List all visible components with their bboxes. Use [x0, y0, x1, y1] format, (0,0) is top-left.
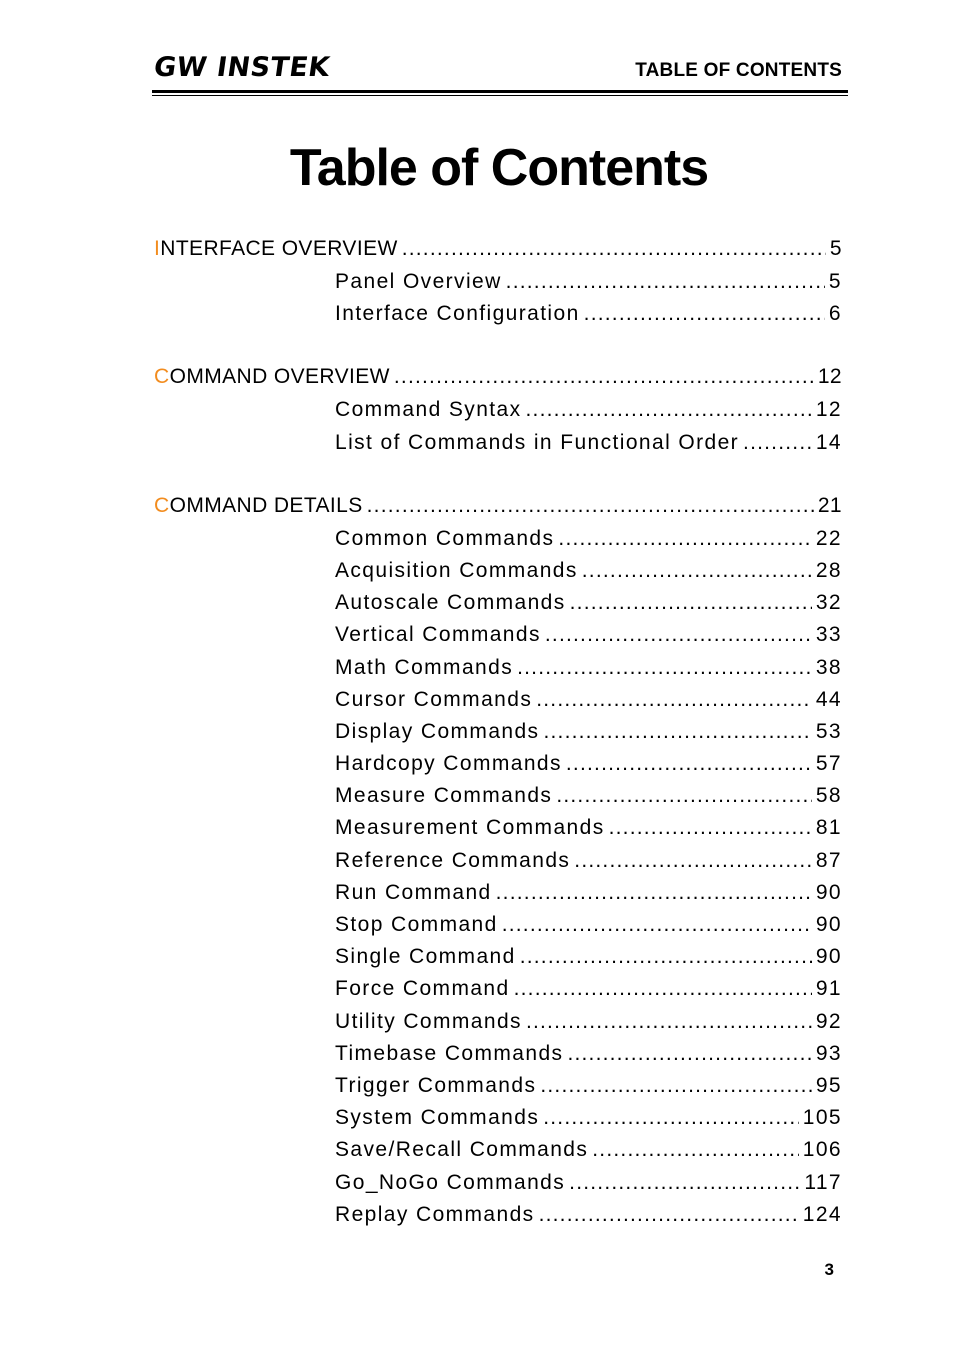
entry-page: 38 — [815, 655, 842, 679]
dot-leader — [558, 523, 811, 555]
toc-entry[interactable] — [335, 941, 842, 973]
header-rule-thick — [152, 90, 848, 93]
table-of-contents — [154, 232, 842, 1261]
dot-leader — [592, 1134, 798, 1166]
dot-leader — [506, 266, 825, 298]
chapter-title-rest: OMMAND OVERVIEW — [169, 365, 390, 389]
entry-title: Hardcopy Commands — [335, 752, 562, 776]
entry-page: 95 — [815, 1073, 842, 1097]
dot-leader — [526, 1006, 812, 1038]
toc-entry[interactable] — [335, 1102, 842, 1134]
entry-title: Display Commands — [335, 719, 540, 743]
header-rule-thin — [152, 95, 848, 96]
dot-leader — [367, 489, 814, 523]
dot-leader — [545, 619, 812, 651]
dot-leader — [514, 973, 812, 1005]
toc-entry[interactable] — [335, 973, 842, 1005]
entry-page: 57 — [815, 752, 842, 776]
entry-title: Force Command — [335, 977, 510, 1001]
chapter-title — [154, 360, 390, 394]
entry-page: 28 — [815, 558, 842, 582]
dot-leader — [502, 909, 812, 941]
entry-page: 32 — [815, 591, 842, 615]
entry-page: 124 — [802, 1202, 842, 1226]
entry-page: 44 — [815, 687, 842, 711]
toc-entry[interactable] — [335, 1006, 842, 1038]
entry-page: 105 — [802, 1106, 842, 1130]
chapter-title-rest: NTERFACE OVERVIEW — [160, 237, 398, 260]
dot-leader — [609, 812, 812, 844]
entry-title: Utility Commands — [335, 1009, 522, 1033]
entry-page: 22 — [815, 526, 842, 550]
dot-leader — [566, 748, 812, 780]
entry-page: 90 — [815, 913, 842, 936]
page-title: Table of Contents — [289, 139, 709, 197]
entry-title: Command Syntax — [335, 398, 522, 422]
entry-title: Autoscale Commands — [335, 591, 566, 615]
chapter-page: 12 — [817, 365, 842, 389]
dot-leader — [743, 427, 812, 459]
toc-entry[interactable] — [335, 1070, 842, 1102]
dot-leader — [517, 652, 812, 684]
toc-entry[interactable] — [335, 427, 842, 459]
toc-entry[interactable] — [335, 748, 842, 780]
header-section-label: TABLE OF CONTENTS — [635, 60, 842, 81]
chapter-page: 5 — [829, 237, 842, 260]
entry-title: Go_NoGo Commands — [335, 1170, 566, 1194]
toc-entry[interactable] — [335, 619, 842, 651]
entry-title: Measure Commands — [335, 784, 553, 808]
toc-entry[interactable] — [335, 684, 842, 716]
dot-leader — [539, 1199, 799, 1231]
dot-leader — [584, 298, 825, 330]
toc-entry[interactable] — [335, 555, 842, 587]
toc-chapter-entry[interactable] — [154, 360, 842, 394]
chapter-page: 21 — [817, 493, 842, 517]
entry-page: 90 — [815, 945, 842, 969]
dot-leader — [543, 1102, 799, 1134]
dot-leader — [394, 360, 814, 394]
toc-entry[interactable] — [335, 845, 842, 877]
toc-entry[interactable] — [335, 1167, 842, 1199]
entry-page: 91 — [815, 977, 842, 1001]
dot-leader — [540, 1070, 811, 1102]
toc-section — [154, 232, 842, 330]
entry-title: Reference Commands — [335, 848, 571, 872]
entry-title: Run Command — [335, 880, 492, 904]
entry-page: 33 — [815, 623, 842, 647]
entry-page: 92 — [815, 1009, 842, 1033]
dot-leader — [567, 1038, 811, 1070]
toc-entry[interactable] — [335, 652, 842, 684]
chapter-title — [154, 489, 363, 523]
entry-title: Vertical Commands — [335, 623, 541, 647]
entry-title: Math Commands — [335, 655, 514, 679]
dot-leader — [496, 877, 812, 909]
chapter-initial: C — [154, 493, 170, 517]
toc-entry[interactable] — [335, 394, 842, 426]
entry-page: 81 — [815, 816, 842, 840]
toc-entry[interactable] — [335, 1038, 842, 1070]
toc-entry[interactable] — [335, 1134, 842, 1166]
entry-title: Trigger Commands — [335, 1073, 537, 1097]
entry-page: 87 — [815, 848, 842, 872]
entry-title: Measurement Commands — [335, 816, 605, 840]
entry-title: Cursor Commands — [335, 687, 533, 711]
toc-entry[interactable] — [335, 587, 842, 619]
gw-instek-logo: GW INSTEK — [151, 52, 332, 83]
entry-title: Common Commands — [335, 526, 555, 550]
entry-title: Panel Overview — [335, 270, 502, 293]
toc-chapter-entry[interactable] — [154, 489, 842, 523]
dot-leader — [543, 716, 811, 748]
toc-entry[interactable] — [335, 1199, 842, 1231]
toc-entry[interactable] — [335, 716, 842, 748]
dot-leader — [574, 845, 812, 877]
toc-entry[interactable] — [335, 877, 842, 909]
toc-entry[interactable] — [335, 812, 842, 844]
chapter-initial: I — [154, 237, 161, 260]
entry-page: 5 — [828, 270, 842, 293]
entry-page: 53 — [815, 719, 842, 743]
toc-chapter-entry[interactable] — [154, 232, 842, 266]
toc-entry[interactable] — [335, 298, 842, 330]
entry-page: 90 — [815, 880, 842, 904]
chapter-title — [154, 232, 398, 266]
toc-entry[interactable] — [335, 523, 842, 555]
dot-leader — [520, 941, 812, 973]
entry-page: 12 — [815, 398, 842, 422]
dot-leader — [536, 684, 812, 716]
entry-page: 6 — [828, 302, 842, 326]
entry-title: Timebase Commands — [335, 1041, 564, 1065]
dot-leader — [526, 394, 812, 426]
toc-section — [154, 360, 842, 458]
toc-entry[interactable] — [335, 266, 842, 298]
entry-title: Single Command — [335, 945, 516, 969]
dot-leader — [556, 780, 812, 812]
page-number: 3 — [824, 1260, 834, 1279]
entry-page: 14 — [815, 430, 842, 454]
entry-page: 106 — [802, 1138, 842, 1162]
entry-title: List of Commands in Functional Order — [335, 430, 740, 454]
entry-title: Replay Commands — [335, 1202, 535, 1226]
page-header — [152, 52, 848, 94]
entry-title: Acquisition Commands — [335, 558, 578, 582]
entry-title: Save/Recall Commands — [335, 1138, 589, 1162]
entry-title: Stop Command — [335, 913, 498, 936]
dot-leader — [582, 555, 812, 587]
toc-entry[interactable] — [335, 780, 842, 812]
entry-title: Interface Configuration — [335, 302, 580, 326]
toc-section — [154, 489, 842, 1231]
chapter-initial: C — [154, 365, 170, 389]
dot-leader — [569, 1167, 800, 1199]
dot-leader — [402, 232, 826, 266]
entry-page: 117 — [804, 1170, 842, 1194]
dot-leader — [570, 587, 812, 619]
chapter-title-rest: OMMAND DETAILS — [169, 493, 363, 517]
toc-entry[interactable] — [335, 909, 842, 941]
entry-page: 58 — [815, 784, 842, 808]
entry-page: 93 — [815, 1041, 842, 1065]
entry-title: System Commands — [335, 1106, 540, 1130]
